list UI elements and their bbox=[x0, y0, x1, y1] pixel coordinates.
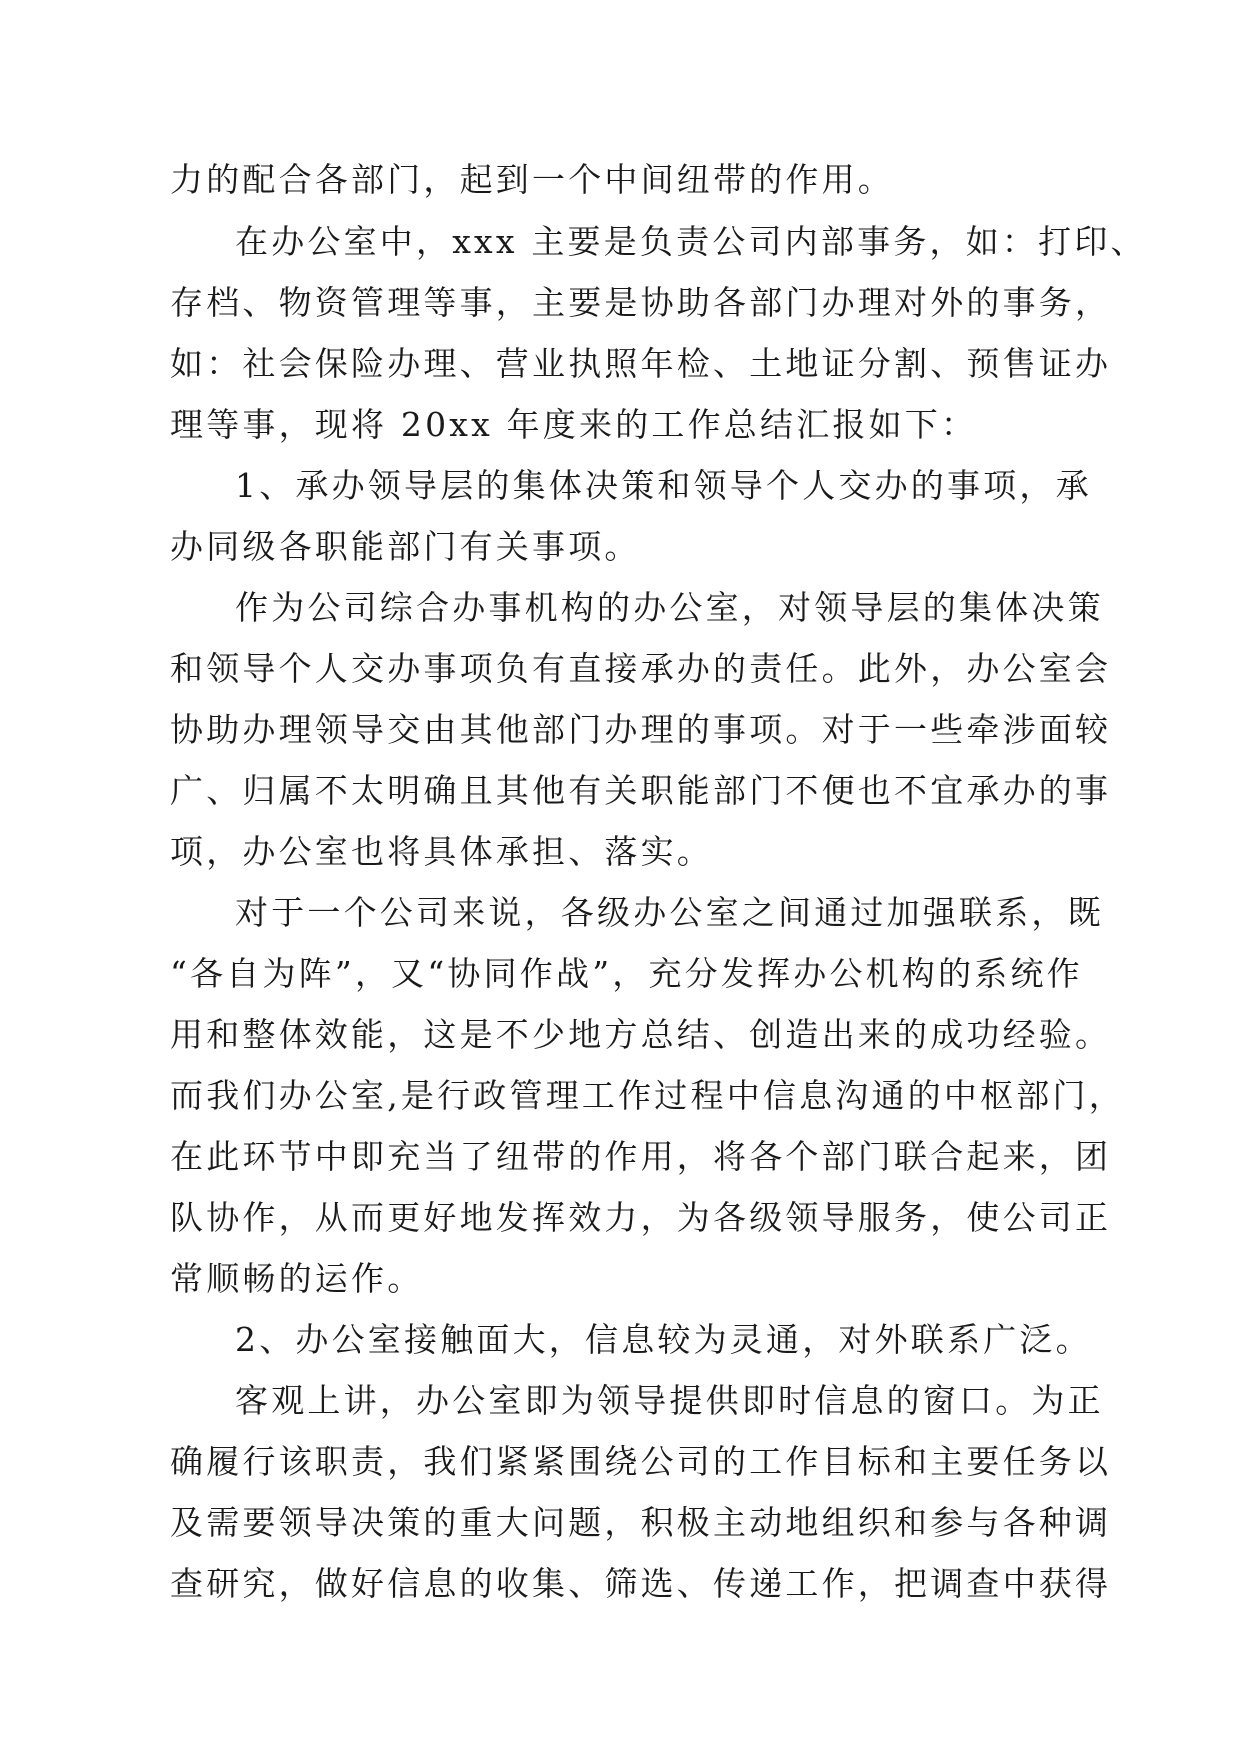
text-line: 及需要领导决策的重大问题，积极主动地组织和参与各种调 bbox=[170, 1503, 1112, 1542]
text-line: 用和整体效能，这是不少地方总结、创造出来的成功经验。 bbox=[170, 1015, 1112, 1054]
text-line: 和领导个人交办事项负有直接承办的责任。此外，办公室会 bbox=[170, 649, 1112, 688]
text-line: 力的配合各部门，起到一个中间纽带的作用。 bbox=[170, 160, 894, 199]
paragraph-first-line: 对于一个公司来说，各级办公室之间通过加强联系，既 bbox=[235, 893, 1104, 932]
paragraph-first-line: 2、办公室接触面大，信息较为灵通，对外联系广泛。 bbox=[235, 1320, 1092, 1359]
text-line: 办同级各职能部门有关事项。 bbox=[170, 527, 641, 566]
text-line: 协助办理领导交由其他部门办理的事项。对于一些牵涉面较 bbox=[170, 710, 1112, 749]
text-line: 常顺畅的运作。 bbox=[170, 1259, 424, 1298]
text-line: 理等事，现将 20xx 年度来的工作总结汇报如下： bbox=[170, 405, 978, 444]
paragraph-first-line: 在办公室中，xxx 主要是负责公司内部事务，如：打印、 bbox=[235, 222, 1147, 261]
text-line: 确履行该职责，我们紧紧围绕公司的工作目标和主要任务以 bbox=[170, 1442, 1112, 1481]
text-line: 项，办公室也将具体承担、落实。 bbox=[170, 832, 713, 871]
text-line: 存档、物资管理等事，主要是协助各部门办理对外的事务， bbox=[170, 283, 1112, 322]
text-line: 队协作，从而更好地发挥效力，为各级领导服务，使公司正 bbox=[170, 1198, 1112, 1237]
text-line: 广、归属不太明确且其他有关职能部门不便也不宜承办的事 bbox=[170, 771, 1112, 810]
text-line: “各自为阵”，又“协同作战”，充分发挥办公机构的系统作 bbox=[170, 954, 1083, 993]
text-line: 如：社会保险办理、营业执照年检、土地证分割、预售证办 bbox=[170, 344, 1112, 383]
text-line: 而我们办公室,是行政管理工作过程中信息沟通的中枢部门， bbox=[170, 1076, 1125, 1115]
paragraph-first-line: 客观上讲，办公室即为领导提供即时信息的窗口。为正 bbox=[235, 1381, 1104, 1420]
paragraph-first-line: 作为公司综合办事机构的办公室，对领导层的集体决策 bbox=[235, 588, 1104, 627]
text-line: 在此环节中即充当了纽带的作用，将各个部门联合起来，团 bbox=[170, 1137, 1112, 1176]
text-line: 查研究，做好信息的收集、筛选、传递工作，把调查中获得 bbox=[170, 1564, 1112, 1603]
paragraph-first-line: 1、承办领导层的集体决策和领导个人交办的事项，承 bbox=[235, 466, 1092, 505]
